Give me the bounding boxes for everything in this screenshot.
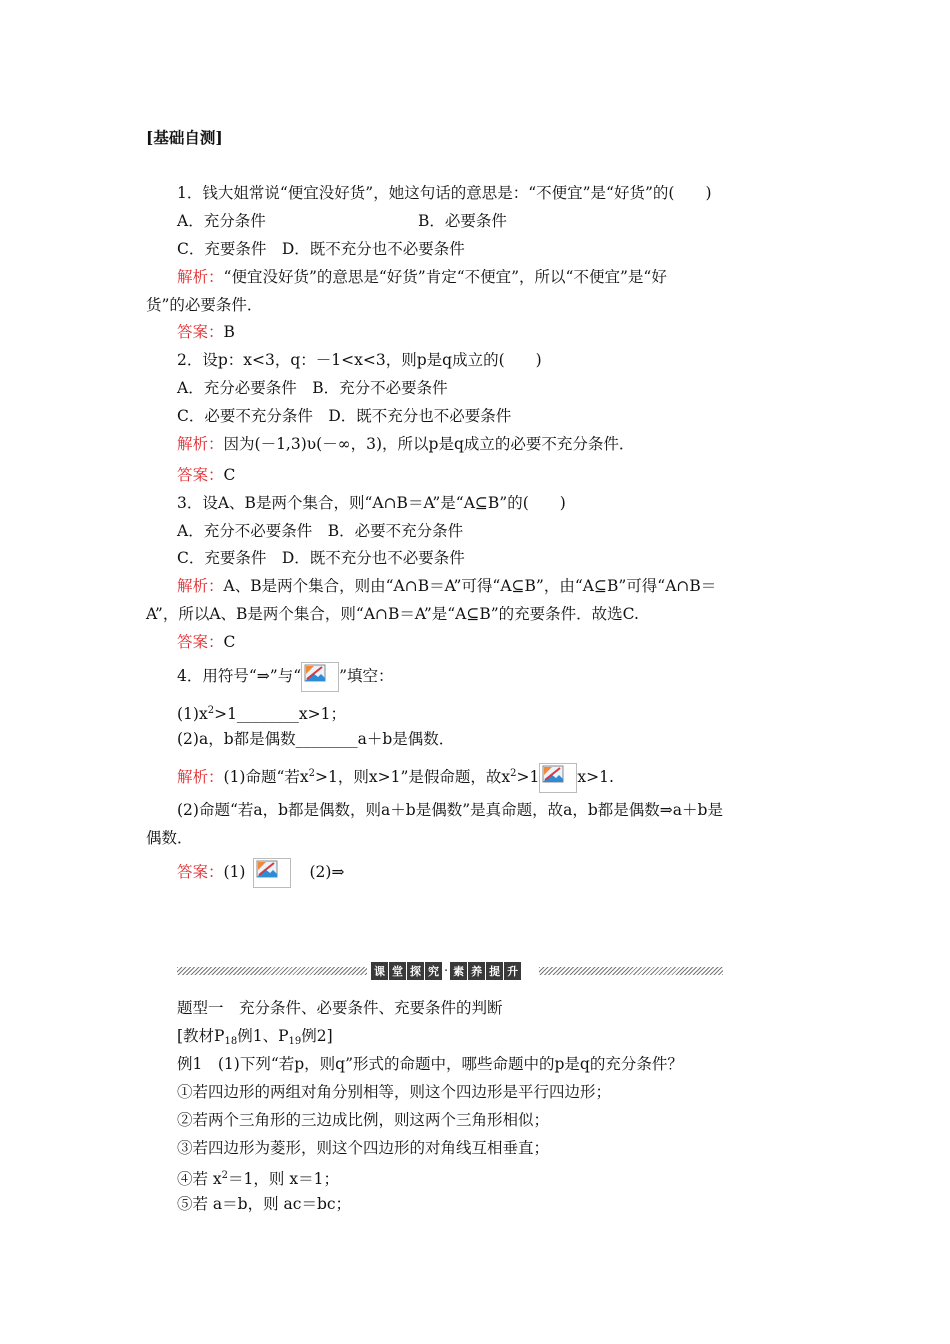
banner-char: 素 (450, 962, 467, 980)
answer-label: 答案： (177, 633, 224, 651)
broken-image-icon (253, 858, 291, 888)
q3-answer (177, 632, 235, 652)
section-title: [基础自测] (146, 128, 223, 147)
ref-mid: 例1、P (237, 1027, 289, 1045)
banner-char: 升 (504, 962, 521, 980)
ref-post: 例2] (301, 1027, 333, 1045)
q4-item2: (2)a，b都是偶数________a＋b是偶数． (177, 730, 455, 748)
q1-answer (177, 322, 235, 342)
q3-stem: 3．设A、B是两个集合，则“A∩B＝A”是“A⊆B”的( ) (177, 494, 566, 512)
item4-post: ＝1，则 x＝1； (228, 1170, 339, 1188)
example1-stem: 例1 (1)下列“若p，则q”形式的命题中，哪些命题中的p是q的充分条件？ (177, 1055, 683, 1073)
q4-item1-sup: 2 (207, 705, 215, 716)
q1-analysis-line1 (177, 267, 667, 287)
analysis-text: 因为(－1,3)ʋ(－∞，3)，所以p是q成立的必要不充分条件． (223, 435, 635, 453)
banner-label (371, 961, 521, 981)
banner-char: 课 (371, 962, 388, 980)
answer-label: 答案： (177, 466, 224, 484)
q1-stem: 1．钱大姐常说“便宜没好货”，她这句话的意思是：“不便宜”是“好货”的( ) (177, 184, 712, 202)
q4-answer-1: (1) (223, 863, 246, 881)
q4-analysis-pre: (1)命题“若x (223, 768, 309, 786)
answer-label: 答案： (177, 323, 224, 341)
answer-value: C (223, 633, 236, 651)
banner-char: 究 (425, 962, 442, 980)
type1-reference (177, 1026, 333, 1052)
analysis-text: A、B是两个集合，则由“A∩B＝A”可得“A⊆B”，由“A⊆B”可得“A∩B＝ (223, 577, 717, 595)
q2-options-ab: A．充分必要条件 B．充分不必要条件 (177, 379, 448, 397)
analysis-text: “便宜没好货”的意思是“好货”肯定“不便宜”，所以“不便宜”是“好 (223, 268, 667, 286)
banner-char: 探 (407, 962, 424, 980)
q4-stem (177, 661, 394, 692)
banner-char: 提 (486, 962, 503, 980)
q4-analysis-sup: 2 (308, 768, 316, 779)
banner-char: 养 (468, 962, 485, 980)
q4-analysis-mid: >1，则x>1”是假命题，故x (315, 768, 511, 786)
type1-title: 题型一 充分条件、必要条件、充要条件的判断 (177, 999, 503, 1017)
q4-item1-post: >1________x>1； (214, 705, 347, 723)
q2-stem: 2．设p：x<3，q：－1<x<3，则p是q成立的( ) (177, 351, 542, 369)
q4-answer-2: (2)⇒ (309, 863, 345, 881)
q2-analysis (177, 434, 634, 454)
q4-analysis-line3: 偶数． (146, 829, 193, 847)
q4-answer (177, 857, 344, 888)
q4-stem-post: ”填空： (339, 667, 394, 685)
q1-options-cd: C．充要条件 D．既不充分也不必要条件 (177, 240, 465, 258)
q3-options-ab: A．充分不必要条件 B．必要不充分条件 (177, 522, 464, 540)
q4-analysis-line1 (177, 759, 614, 793)
analysis-label: 解析： (177, 577, 224, 595)
banner-char: 堂 (389, 962, 406, 980)
analysis-label: 解析： (177, 268, 224, 286)
item4-pre: ④若 x (177, 1170, 222, 1188)
example1-item: ①若四边形的两组对角分别相等，则这个四边形是平行四边形； (177, 1083, 612, 1101)
answer-label: 答案： (177, 863, 224, 881)
q2-answer (177, 465, 235, 485)
q4-analysis-sup2: 2 (510, 768, 517, 779)
q4-analysis-post: x>1. (577, 768, 614, 786)
analysis-label: 解析： (177, 768, 224, 786)
section-banner (177, 959, 723, 981)
broken-image-icon (301, 662, 339, 692)
q3-analysis-line1 (177, 576, 716, 596)
broken-image-icon (539, 763, 577, 793)
banner-dot: · (444, 963, 449, 979)
q1-option-a: A．充分条件 (177, 212, 266, 230)
q1-analysis-line2: 货”的必要条件． (146, 296, 263, 314)
answer-value: B (223, 323, 235, 341)
answer-value: C (223, 466, 236, 484)
example1-item (177, 1166, 339, 1189)
q4-stem-pre: 4．用符号“⇒”与“ (177, 667, 302, 685)
q1-option-b: B．必要条件 (418, 212, 507, 230)
example1-item: ③若四边形为菱形，则这个四边形的对角线互相垂直； (177, 1139, 550, 1157)
q3-options-cd: C．充要条件 D．既不充分也不必要条件 (177, 549, 465, 567)
q2-options-cd: C．必要不充分条件 D．既不充分也不必要条件 (177, 407, 512, 425)
example1-item: ②若两个三角形的三边成比例，则这两个三角形相似； (177, 1111, 550, 1129)
ref-sub2: 19 (288, 1036, 302, 1047)
q4-item1 (177, 701, 346, 724)
item4-sup: 2 (221, 1170, 229, 1181)
q3-analysis-line2: A”，所以A、B是两个集合，则“A∩B＝A”是“A⊆B”的充要条件．故选C. (146, 605, 639, 623)
banner-hatch-right (539, 967, 723, 975)
example1-item: ⑤若 a＝b，则 ac＝bc； (177, 1195, 352, 1213)
q4-analysis-line2: (2)命题“若a，b都是偶数，则a＋b是偶数”是真命题，故a，b都是偶数⇒a＋b是 (177, 801, 723, 819)
q4-item1-pre: (1)x (177, 705, 208, 723)
banner-hatch-left (177, 967, 367, 975)
ref-sub1: 18 (224, 1036, 238, 1047)
q4-analysis-mid2: >1 (516, 768, 540, 786)
ref-pre: [教材P (177, 1027, 225, 1045)
analysis-label: 解析： (177, 435, 224, 453)
